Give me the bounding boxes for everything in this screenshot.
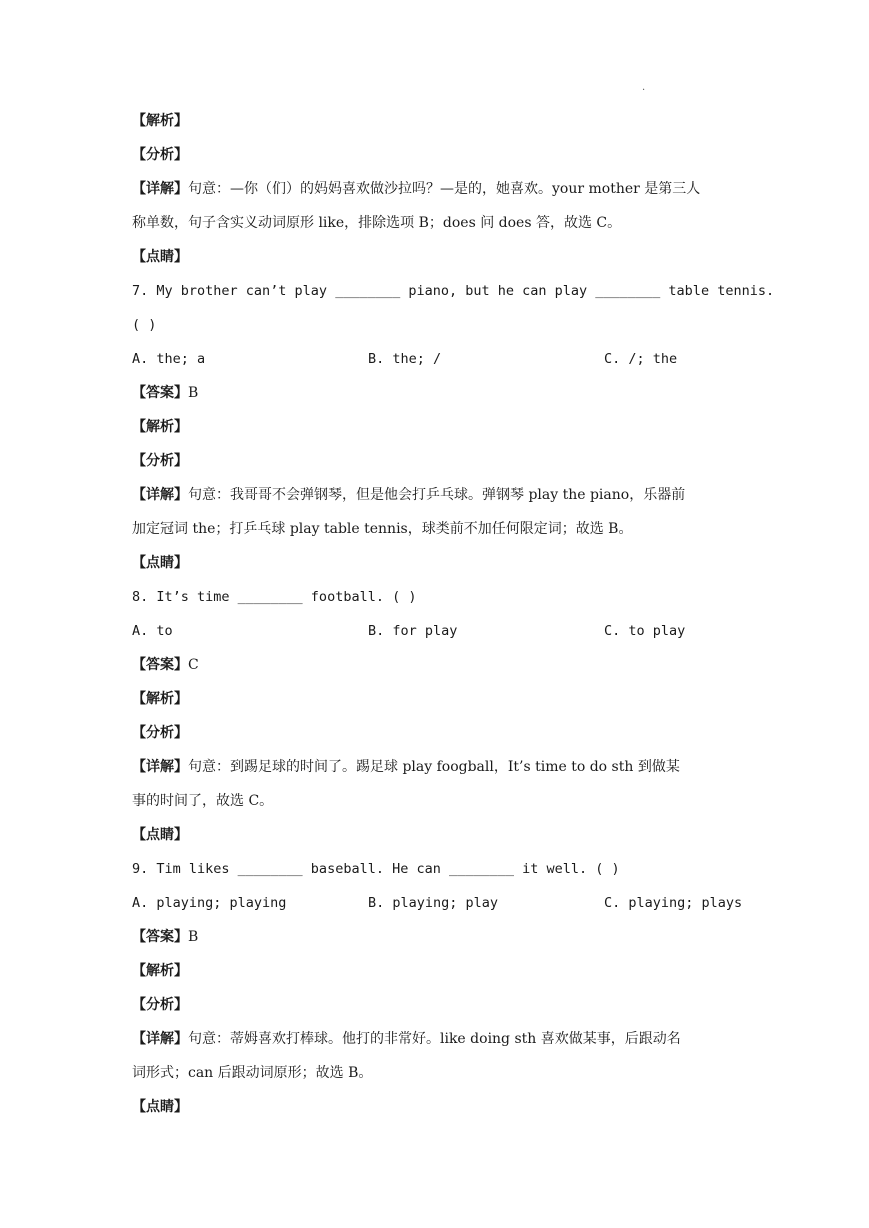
q8-detail-line1: 【详解】句意：到踢足球的时间了。踢足球 play foogball，It’s time to do sth 到做某	[132, 759, 680, 775]
detail-prev-line2: 称单数，句子含实义动词原形 like，排除选项 B；does 问 does 答，故选 C。	[132, 215, 622, 231]
dianjing-heading-prev: 【点睛】	[132, 249, 188, 265]
q8-stem: 8. It’s time ________ football. ( )	[132, 589, 417, 605]
q7-options	[132, 342, 744, 376]
q8-options	[132, 614, 744, 648]
jiexi-heading-prev: 【解析】	[132, 113, 188, 129]
q7-option-a: A. the; a	[132, 351, 206, 367]
q9-stem: 9. Tim likes ________ baseball. He can ________ it well. ( )	[132, 861, 620, 877]
q7-option-c: C. /; the	[604, 351, 678, 367]
q7-option-b: B. the; /	[368, 351, 442, 367]
q8-dianjing: 【点睛】	[132, 827, 188, 843]
q9-option-b: B. playing; play	[368, 895, 499, 911]
q9-options	[132, 886, 744, 920]
q9-option-a: A. playing; playing	[132, 895, 287, 911]
content	[132, 104, 775, 1124]
q8-jiexi: 【解析】	[132, 691, 188, 707]
q9-answer: 【答案】B	[132, 929, 199, 945]
q7-answer: 【答案】B	[132, 385, 199, 401]
q8-option-a: A. to	[132, 623, 173, 639]
q9-jiexi: 【解析】	[132, 963, 188, 979]
q8-answer: 【答案】C	[132, 657, 199, 673]
q7-detail-line1: 【详解】句意：我哥哥不会弹钢琴，但是他会打乒乓球。弹钢琴 play the piano，乐器前	[132, 487, 686, 503]
q9-option-c: C. playing; plays	[604, 895, 743, 911]
page-mark: .	[642, 82, 646, 93]
q9-detail-line2: 词形式；can 后跟动词原形；故选 B。	[132, 1065, 373, 1081]
q9-detail-line1: 【详解】句意：蒂姆喜欢打棒球。他打的非常好。like doing sth 喜欢做某事，后跟动名	[132, 1031, 681, 1047]
q8-option-b: B. for play	[368, 623, 458, 639]
q7-jiexi: 【解析】	[132, 419, 188, 435]
q7-fenxi: 【分析】	[132, 453, 188, 469]
q8-option-c: C. to play	[604, 623, 686, 639]
q7-dianjing: 【点睛】	[132, 555, 188, 571]
q7-stem-line1: 7. My brother can’t play ________ piano, but he can play ________ table tennis.	[132, 283, 775, 299]
q7-stem-line2: ( )	[132, 317, 157, 333]
detail-prev-line1: 【详解】句意：—你（们）的妈妈喜欢做沙拉吗？—是的，她喜欢。your mother 是第三人	[132, 181, 701, 197]
q8-fenxi: 【分析】	[132, 725, 188, 741]
fenxi-heading-prev: 【分析】	[132, 147, 188, 163]
q8-detail-line2: 事的时间了，故选 C。	[132, 793, 274, 809]
q9-dianjing: 【点睛】	[132, 1099, 188, 1115]
q9-fenxi: 【分析】	[132, 997, 188, 1013]
q7-detail-line2: 加定冠词 the；打乒乓球 play table tennis，球类前不加任何限定词；故选 B。	[132, 521, 633, 537]
